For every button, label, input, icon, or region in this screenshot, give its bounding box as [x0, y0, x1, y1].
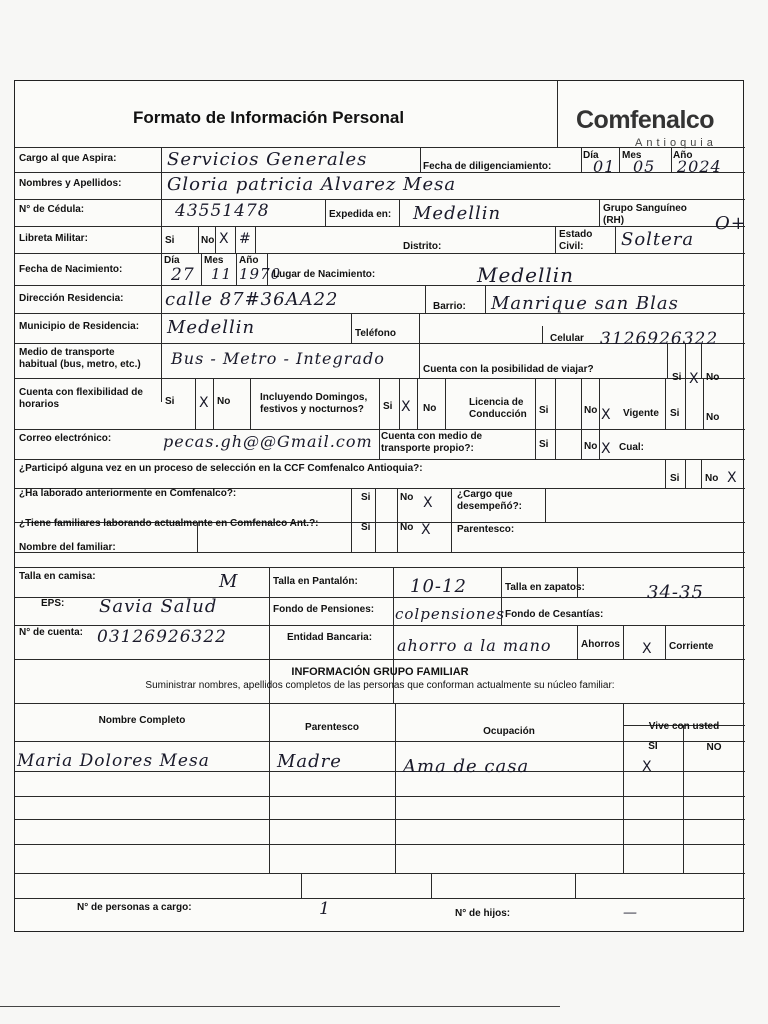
numero-hijos-label: N° de hijos:	[455, 908, 511, 919]
nac-dia-label: Día	[164, 255, 180, 266]
barrio-label: Barrio:	[433, 301, 466, 312]
celular-value[interactable]: 3126926322	[600, 329, 719, 349]
libreta-si-label: Si	[165, 235, 175, 246]
flex-si-label: Si	[165, 396, 175, 407]
laborado-no-label: No	[400, 492, 414, 503]
familiar-parentesco[interactable]: Madre	[277, 751, 342, 772]
flex-si-checkmark[interactable]: X	[199, 395, 209, 411]
fondo-cesantias-label: Fondo de Cesantías:	[505, 609, 604, 620]
medio-transporte-label-1: Medio de transporte	[19, 347, 115, 358]
participo-si-label: Si	[670, 473, 680, 484]
entidad-bancaria-label: Entidad Bancaria:	[287, 632, 373, 643]
numero-cuenta-label: N° de cuenta:	[19, 627, 84, 638]
fecha-mes-label: Mes	[622, 150, 642, 161]
transporte-propio-label-1: Cuenta con medio de	[381, 431, 483, 442]
lugar-nacimiento-label: Lugar de Nacimiento:	[273, 269, 376, 280]
col-ocupacion: Ocupación	[483, 726, 535, 737]
familiar-ocupacion[interactable]: Ama de casa	[403, 756, 530, 777]
nac-mes-label: Mes	[204, 255, 224, 266]
scan-edge-line	[0, 1006, 560, 1007]
flex-no-label: No	[217, 396, 231, 407]
libreta-no-label: No	[201, 235, 215, 246]
transporte-propio-label-2: transporte propio?:	[381, 443, 474, 454]
comfenalco-logo: Comfenalco	[576, 106, 715, 134]
direccion-value[interactable]: calle 87#36AA22	[165, 289, 339, 310]
libreta-no-checkmark[interactable]: X	[219, 231, 229, 247]
col-vive-no: NO	[706, 742, 722, 753]
transporte-no-label: No	[584, 441, 598, 452]
talla-camisa-value[interactable]: M	[219, 571, 239, 592]
rh-value[interactable]: O+	[715, 213, 747, 234]
talla-pantalon-label: Talla en Pantalón:	[273, 576, 358, 587]
laborado-no-checkmark[interactable]: X	[423, 495, 433, 511]
libreta-hash[interactable]: #	[239, 231, 251, 247]
numero-cuenta-value[interactable]: 03126926322	[97, 627, 227, 647]
flexibilidad-label-1: Cuenta con flexibilidad de	[19, 387, 143, 398]
info-grupo-familiar-heading: INFORMACIÓN GRUPO FAMILIAR	[291, 666, 469, 678]
flexibilidad-label-2: horarios	[19, 399, 60, 410]
cedula-label: N° de Cédula:	[19, 204, 85, 215]
telefono-label: Teléfono	[355, 328, 396, 339]
cargo-value[interactable]: Servicios Generales	[167, 149, 368, 170]
domingos-label-1: Incluyendo Domingos,	[260, 392, 368, 403]
municipio-value[interactable]: Medellin	[167, 317, 256, 338]
libreta-militar-label: Libreta Militar:	[19, 233, 88, 244]
personal-info-form	[14, 80, 747, 932]
vigente-si-label: Si	[670, 408, 680, 419]
ahorros-checkmark[interactable]: X	[642, 641, 652, 657]
talla-camisa-label: Talla en camisa:	[19, 571, 96, 582]
nombres-label: Nombres y Apellidos:	[19, 178, 122, 189]
estado-civil-value[interactable]: Soltera	[621, 229, 695, 250]
personas-a-cargo-value[interactable]: 1	[319, 899, 331, 919]
participo-no-label: No	[705, 473, 719, 484]
participo-label: ¿Participó alguna vez en un proceso de selección en la CCF Comfenalco Antioquia?:	[19, 463, 423, 474]
laborado-si-label: Si	[361, 492, 371, 503]
viajar-si-checkmark[interactable]: X	[689, 371, 699, 387]
familiar-vive-si-checkmark[interactable]: X	[642, 759, 652, 775]
laborado-label: ¿Ha laborado anteriormente en Comfenalco?:	[19, 488, 237, 499]
fondo-pensiones-label: Fondo de Pensiones:	[273, 604, 375, 615]
distrito-label: Distrito:	[403, 241, 442, 252]
direccion-label: Dirección Residencia:	[19, 293, 124, 304]
rh-label: (RH)	[603, 215, 625, 226]
expedida-label: Expedida en:	[329, 209, 392, 220]
vigente-no-label: No	[706, 412, 720, 423]
fecha-diligenciamiento-label: Fecha de diligenciamiento:	[423, 161, 552, 172]
fecha-dia-value[interactable]: 01	[593, 157, 616, 176]
entidad-bancaria-value[interactable]: ahorro a la mano	[397, 636, 552, 655]
nac-mes-value[interactable]: 11	[211, 265, 233, 283]
col-vive-con-usted: Vive con usted	[648, 721, 720, 732]
nac-anio-value[interactable]: 1970	[239, 265, 282, 283]
fecha-mes-value[interactable]: 05	[633, 157, 656, 176]
cual-label: Cual:	[619, 442, 644, 453]
corriente-label: Corriente	[669, 641, 714, 652]
familiares-si-label: Si	[361, 522, 371, 533]
transporte-no-checkmark[interactable]: X	[601, 441, 611, 457]
lugar-nacimiento-value[interactable]: Medellin	[477, 263, 575, 287]
licencia-si-label: Si	[539, 405, 549, 416]
licencia-label-1: Licencia de	[469, 397, 524, 408]
licencia-no-label: No	[584, 405, 598, 416]
fecha-anio-value[interactable]: 2024	[677, 157, 722, 176]
viajar-si-label: Si	[672, 372, 682, 383]
grupo-sanguineo-label: Grupo Sanguíneo	[603, 203, 687, 214]
fondo-pensiones-value[interactable]: colpensiones	[395, 605, 506, 623]
domingos-no-label: No	[423, 403, 437, 414]
fecha-nacimiento-label: Fecha de Nacimiento:	[19, 264, 123, 275]
medio-transporte-label-2: habitual (bus, metro, etc.)	[19, 359, 141, 370]
correo-label: Correo electrónico:	[19, 433, 112, 444]
barrio-value[interactable]: Manrique san Blas	[491, 293, 679, 314]
correo-value[interactable]: pecas.gh@@Gmail.com	[163, 432, 373, 451]
personas-a-cargo-label: N° de personas a cargo:	[77, 902, 192, 913]
licencia-no-checkmark[interactable]: X	[601, 407, 611, 423]
col-nombre-completo: Nombre Completo	[98, 715, 186, 726]
participo-no-checkmark[interactable]: X	[727, 470, 737, 486]
licencia-label-2: Conducción	[469, 409, 527, 420]
cargo-desempeno-label-2: desempeñó?:	[457, 501, 523, 512]
viajar-no-label: No	[706, 372, 720, 383]
nombres-value[interactable]: Gloria patricia Alvarez Mesa	[167, 174, 457, 195]
eps-value[interactable]: Savia Salud	[99, 596, 218, 617]
familiar-nombre[interactable]: Maria Dolores Mesa	[17, 751, 210, 771]
domingos-si-checkmark[interactable]: X	[401, 399, 411, 415]
familiares-no-checkmark[interactable]: X	[421, 522, 431, 538]
cargo-desempeno-label-1: ¿Cargo que	[457, 489, 513, 500]
fecha-anio-label: Año	[673, 150, 693, 161]
talla-pantalon-value[interactable]: 10-12	[410, 576, 467, 597]
estado-civil-label-1: Estado	[559, 229, 593, 240]
ahorros-label: Ahorros	[581, 639, 620, 650]
medio-transporte-value[interactable]: Bus - Metro - Integrado	[171, 349, 385, 368]
municipio-label: Municipio de Residencia:	[19, 321, 140, 332]
vigente-label: Vigente	[623, 408, 659, 419]
suministrar-instruction: Suministrar nombres, apellidos completos de las personas que conforman actualmente su núcleo familiar:	[145, 680, 615, 691]
nombre-familiar-label: Nombre del familiar:	[19, 542, 116, 553]
comfenalco-logo-subtitle: Antioquia	[635, 137, 717, 149]
col-vive-si: SI	[648, 741, 658, 752]
page-title: Formato de Información Personal	[133, 108, 405, 127]
col-parentesco: Parentesco	[305, 722, 359, 733]
eps-label: EPS:	[41, 598, 65, 609]
cedula-value[interactable]: 43551478	[175, 201, 270, 221]
viajar-label: Cuenta con la posibilidad de viajar?	[423, 364, 594, 375]
familiares-no-label: No	[400, 522, 414, 533]
numero-hijos-value[interactable]: —	[623, 905, 638, 921]
domingos-label-2: festivos y nocturnos?	[260, 404, 364, 415]
cargo-label: Cargo al que Aspira:	[19, 153, 117, 164]
transporte-si-label: Si	[539, 439, 549, 450]
fecha-dia-label: Día	[583, 150, 599, 161]
expedida-value[interactable]: Medellin	[413, 203, 502, 224]
talla-zapatos-label: Talla en zapatos:	[505, 582, 585, 593]
nac-dia-value[interactable]: 27	[171, 265, 195, 285]
parentesco-familiar-label: Parentesco:	[457, 524, 515, 535]
celular-label: Celular	[550, 333, 584, 344]
domingos-si-label: Si	[383, 401, 393, 412]
nac-anio-label: Año	[239, 255, 259, 266]
talla-zapatos-value[interactable]: 34-35	[647, 582, 704, 603]
familiares-label: ¿Tiene familiares laborando actualmente en Comfenalco Ant.?:	[19, 518, 319, 529]
estado-civil-label-2: Civil:	[559, 241, 584, 252]
